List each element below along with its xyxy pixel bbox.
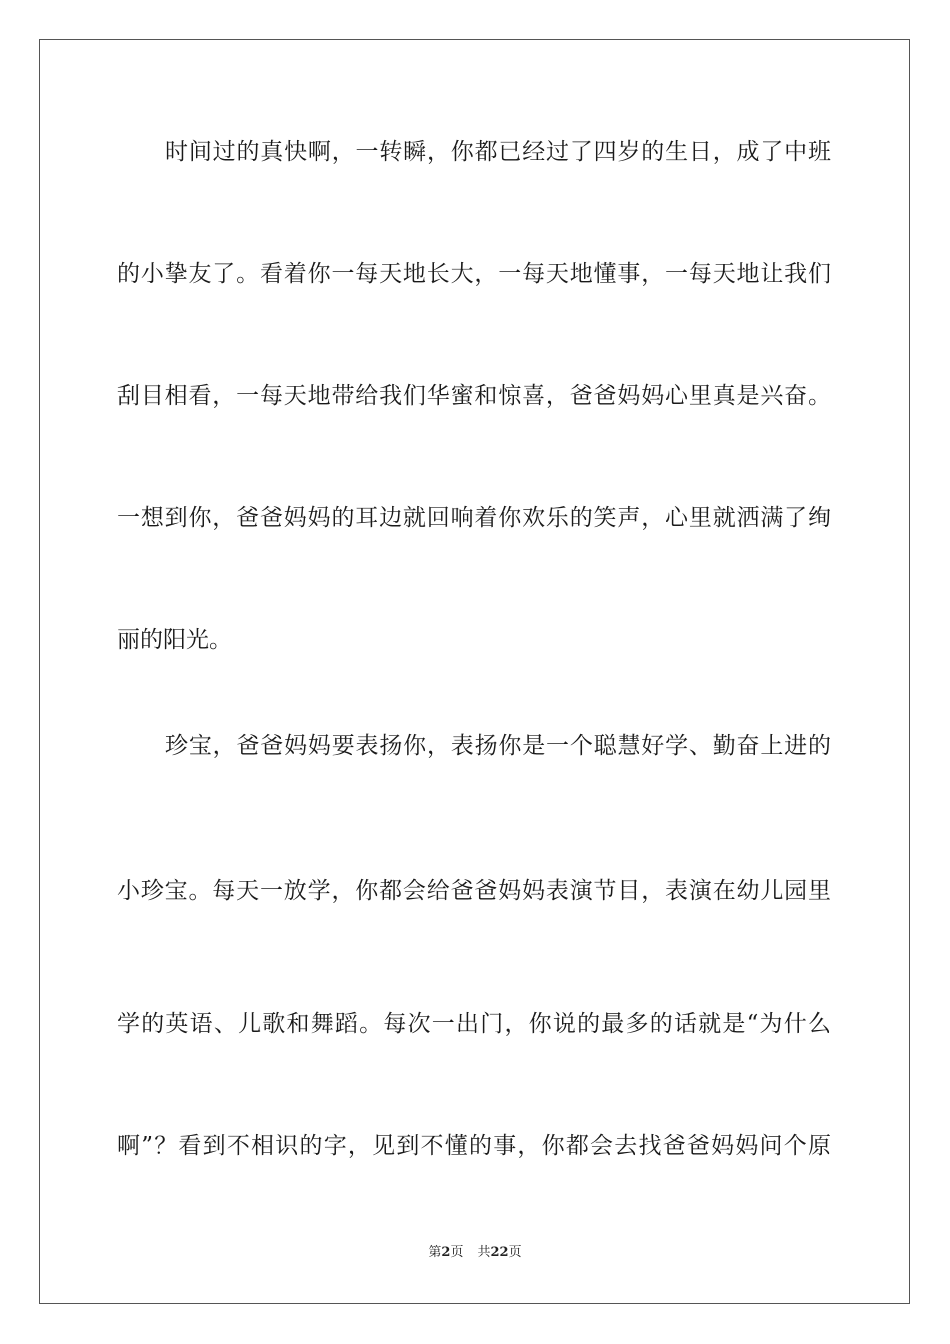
paragraph-1-line-1: 时间过的真快啊，一转瞬，你都已经过了四岁的生日，成了中班 (165, 139, 831, 165)
paragraph-2-line-4: 啊”？看到不相识的字，见到不懂的事，你都会去找爸爸妈妈问个原 (117, 1133, 831, 1159)
paragraph-1-line-3: 刮目相看，一每天地带给我们华蜜和惊喜，爸爸妈妈心里真是兴奋。 (117, 383, 831, 409)
page-border (39, 39, 910, 1304)
footer-page-prefix: 第 (428, 1245, 442, 1260)
paragraph-1-line-5: 丽的阳光。 (117, 627, 232, 653)
footer-page-number: 2 (441, 1245, 451, 1260)
footer-total-suffix: 页 (508, 1245, 522, 1260)
paragraph-2-line-2: 小珍宝。每天一放学，你都会给爸爸妈妈表演节目，表演在幼儿园里 (117, 878, 831, 904)
footer-total-pages: 22 (490, 1245, 509, 1260)
page-footer (0, 1244, 950, 1262)
paragraph-1-line-4: 一想到你，爸爸妈妈的耳边就回响着你欢乐的笑声，心里就洒满了绚 (117, 505, 831, 531)
paragraph-2-line-1: 珍宝，爸爸妈妈要表扬你，表扬你是一个聪慧好学、勤奋上进的 (165, 733, 831, 759)
footer-total-prefix: 共 (477, 1245, 491, 1260)
paragraph-1-line-2: 的小挚友了。看着你一每天地长大，一每天地懂事，一每天地让我们 (117, 261, 831, 287)
footer-page-suffix: 页 (450, 1245, 464, 1260)
paragraph-2-line-3: 学的英语、儿歌和舞蹈。每次一出门，你说的最多的话就是“为什么 (117, 1011, 831, 1037)
